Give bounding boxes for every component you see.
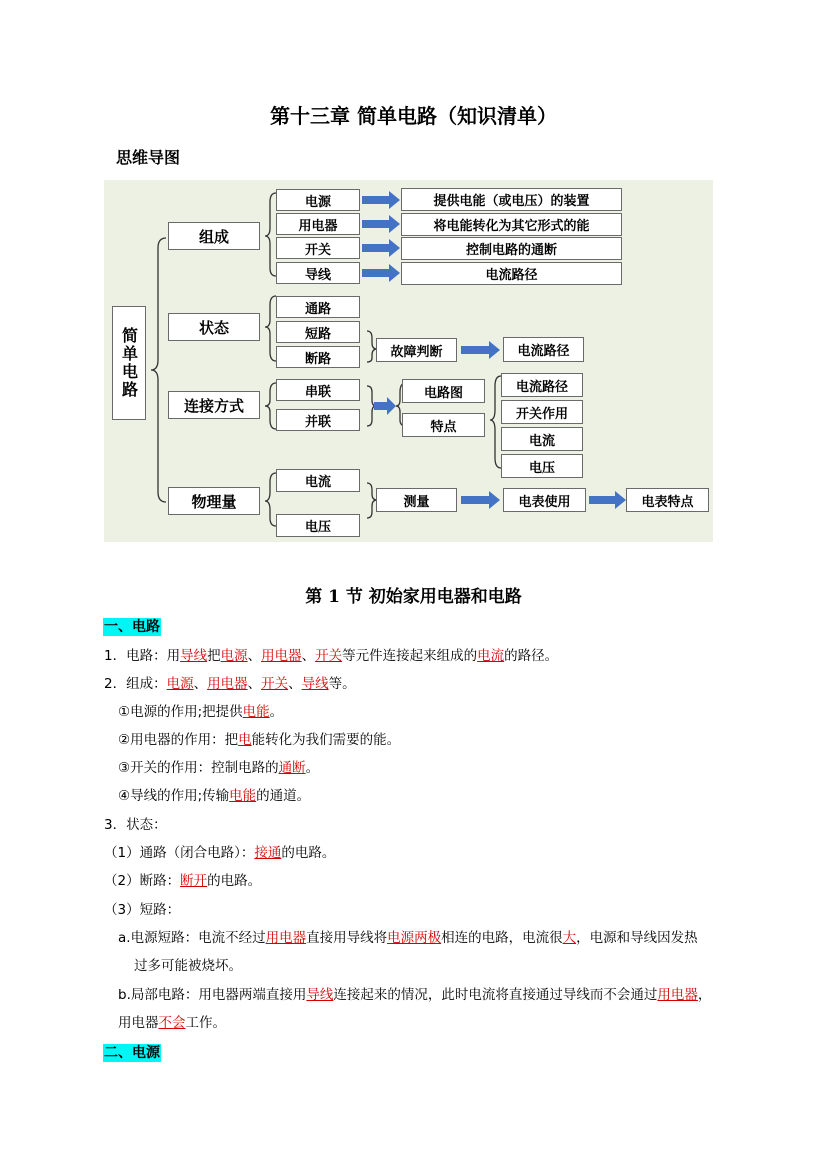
page-title: 第十三章 简单电路（知识清单）: [270, 104, 557, 128]
body-text: 等元件连接起来组成的: [342, 648, 478, 664]
body-line: [104, 871, 261, 891]
body-text: 工作。: [185, 1015, 226, 1031]
desc-daoxian: 电流路径: [401, 262, 622, 285]
body-text: 的电路。: [207, 873, 262, 889]
body-text: 用电器: [118, 1015, 159, 1031]
body-text: 直接用导线将: [306, 930, 388, 946]
node-dianliu-lujing: 电流路径: [503, 337, 584, 362]
arrow-icon: [362, 264, 400, 282]
zhuangtai-brace: [265, 296, 276, 361]
body-line: [118, 928, 698, 948]
body-line: [134, 956, 242, 976]
answer-blank: 用电器: [657, 987, 698, 1003]
body-text: 2．组成：: [104, 676, 167, 692]
feature-brace: [490, 376, 501, 468]
answer-blank: 接通: [254, 845, 282, 861]
answer-blank: 电流: [477, 648, 505, 664]
body-text: 的通道。: [256, 788, 311, 804]
answer-blank: 大: [562, 930, 577, 946]
body-text: 过多可能被烧坏。: [134, 958, 242, 974]
wuliliang-brace: [265, 473, 276, 526]
answer-blank: 断开: [180, 873, 208, 889]
answer-blank: 用电器: [207, 676, 248, 692]
body-text: 、: [288, 676, 302, 692]
node-chuanlian: 串联: [276, 379, 360, 401]
node-duanlu-open: 断路: [276, 346, 360, 368]
body-line: [118, 702, 283, 722]
body-line: [118, 1013, 226, 1033]
answer-blank: 电源: [166, 676, 194, 692]
body-text: 。: [305, 760, 320, 776]
arrow-icon: [362, 239, 400, 257]
desc-kaiguan: 控制电路的通断: [401, 237, 622, 260]
answer-blank: 导线: [306, 987, 334, 1003]
answer-blank: 电源: [220, 648, 248, 664]
body-text: 的路径。: [504, 648, 559, 664]
body-text: ④导线的作用;传输: [118, 788, 230, 804]
body-line: [118, 758, 319, 778]
body-text: 、: [247, 676, 262, 692]
desc-yongdianqi: 将电能转化为其它形式的能: [401, 213, 622, 236]
body-text: b.局部电路：用电器两端直接用: [118, 987, 307, 1003]
body-text: ①电源的作用;把提供: [118, 704, 243, 720]
body-text: 、: [301, 648, 316, 664]
node-tedian: 特点: [402, 413, 485, 437]
body-text: 能转化为我们需要的能。: [251, 732, 401, 748]
body-line: [118, 786, 310, 806]
node-celiang: 测量: [376, 488, 457, 512]
body-line: [118, 730, 400, 750]
node-dianbiao-shiyong: 电表使用: [503, 488, 586, 512]
answer-blank: 通断: [278, 760, 306, 776]
body-line: [104, 674, 356, 694]
body-line: [104, 815, 167, 835]
answer-blank: 开关: [315, 648, 343, 664]
answer-blank: 用电器: [265, 930, 307, 946]
root-brace: [151, 238, 166, 502]
zucheng-brace: [265, 193, 276, 276]
section-title: 第 1 节 初始家用电器和电路: [305, 587, 522, 607]
body-text: 、: [247, 648, 262, 664]
desc-dianyuan: 提供电能（或电压）的装置: [401, 188, 622, 211]
node-duanlu-short: 短路: [276, 321, 360, 343]
answer-blank: 导线: [301, 676, 329, 692]
answer-blank: 电: [238, 732, 252, 748]
body-text: （2）断路：: [104, 873, 181, 889]
body-text: 相连的电路，电流很: [441, 930, 563, 946]
node-dianyuan: 电源: [276, 189, 360, 211]
node-tonglu: 通路: [276, 296, 360, 318]
body-text: 1．电路：用: [104, 648, 181, 664]
node-binglian: 并联: [276, 409, 360, 431]
heading-dianyuan: 二、电源: [104, 1045, 160, 1061]
arrow-icon: [589, 491, 626, 509]
body-line: [104, 843, 335, 863]
feature-dianliu: 电流: [501, 427, 583, 451]
arrow-icon: [362, 191, 400, 209]
body-text: 把: [207, 648, 221, 664]
answer-blank: 用电器: [261, 648, 302, 664]
node-lianjie: 连接方式: [168, 391, 260, 419]
node-wuliliang: 物理量: [168, 487, 260, 515]
answer-blank: 导线: [180, 648, 208, 664]
answer-blank: 开关: [261, 676, 289, 692]
body-text: 连接起来的情况，此时电流将直接通过导线而不会通过: [333, 987, 658, 1003]
lianjie-brace: [265, 383, 276, 429]
feature-lujing: 电流路径: [501, 373, 583, 397]
feature-dianya: 电压: [501, 454, 583, 478]
body-text: （3）短路：: [104, 902, 181, 918]
node-wl-dianya: 电压: [276, 514, 360, 537]
body-line: [118, 985, 711, 1005]
body-line: [104, 900, 180, 920]
node-zhuangtai: 状态: [168, 313, 260, 341]
feature-kaiguan: 开关作用: [501, 400, 583, 424]
mindmap-heading: 思维导图: [116, 148, 181, 167]
node-daoxian: 导线: [276, 262, 360, 284]
arrow-icon: [374, 397, 396, 415]
answer-blank: 电能: [229, 788, 257, 804]
heading-dianlu: 一、电路: [104, 619, 160, 635]
body-text: （1）通路（闭合电路）：: [104, 845, 255, 861]
answer-blank: 电源两极: [387, 930, 442, 946]
answer-blank: 不会: [158, 1015, 186, 1031]
node-yongdianqi: 用电器: [276, 213, 360, 235]
mind-map: [104, 180, 713, 542]
node-guzhang: 故障判断: [376, 338, 457, 362]
body-text: ，电源和导线因发热: [576, 930, 698, 946]
body-text: 、: [193, 676, 208, 692]
body-text: ②用电器的作用：把: [118, 732, 239, 748]
answer-blank: 电能: [242, 704, 270, 720]
node-dianlutu: 电路图: [402, 379, 485, 403]
arrow-icon: [362, 215, 400, 233]
body-text: 3．状态：: [104, 817, 167, 833]
body-text: 。: [269, 704, 284, 720]
node-dianbiao-tedian: 电表特点: [626, 488, 709, 512]
body-text: a.电源短路：电流不经过: [118, 930, 266, 946]
body-text: ，: [697, 987, 712, 1003]
body-text: ③开关的作用：控制电路的: [118, 760, 279, 776]
arrow-icon: [461, 491, 500, 509]
body-line: [104, 646, 558, 666]
node-zucheng: 组成: [168, 222, 260, 250]
body-text: 的电路。: [281, 845, 336, 861]
arrow-icon: [461, 341, 500, 359]
mindmap-root: 简单电路: [112, 306, 146, 420]
node-wl-dianliu: 电流: [276, 469, 360, 492]
body-text: 等。: [328, 676, 356, 692]
node-kaiguan: 开关: [276, 237, 360, 259]
